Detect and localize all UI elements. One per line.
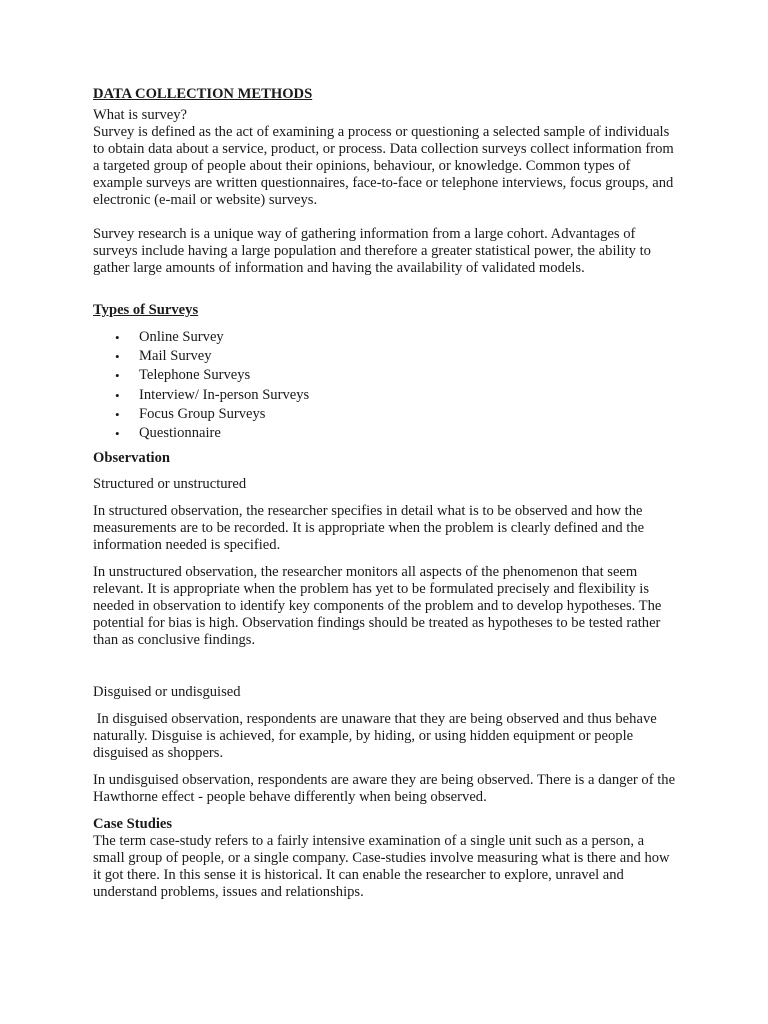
list-item-label: Focus Group Surveys xyxy=(139,405,266,422)
types-heading: Types of Surveys xyxy=(93,302,199,318)
list-item xyxy=(93,366,678,385)
structured-paragraph: In structured observation, the researcher specifies in detail what is to be observed and how the measurements are to be recorded. It is appropriate when the problem is clearly defined and the information needed is specified. xyxy=(93,503,645,554)
bullet-icon: • xyxy=(115,368,120,384)
list-item-label: Telephone Surveys xyxy=(139,367,251,384)
list-item-label: Online Survey xyxy=(139,329,224,345)
intro-question: What is survey? xyxy=(93,107,188,123)
list-item xyxy=(93,405,678,424)
case-studies-heading: Case Studies xyxy=(93,816,173,833)
bullet-icon: • xyxy=(115,387,120,403)
list-item xyxy=(93,424,678,443)
bullet-icon: • xyxy=(115,330,120,345)
undisguised-paragraph: In undisguised observation, respondents are aware they are being observed. There is a danger of the Hawthorne effect - people behave differently when being observed. xyxy=(93,772,676,806)
list-item-label: Mail Survey xyxy=(139,348,212,365)
bullet-icon: • xyxy=(115,349,120,365)
disguised-paragraph: In disguised observation, respondents are unaware that they are being observed and thus behave naturally. Disguise is achieved, for example, by hiding, or using hidden equipment or people disguised as shoppers. xyxy=(93,711,661,762)
case-studies-paragraph: The term case-study refers to a fairly intensive examination of a single unit such as a person, a small group of people, or a single company. Case-studies involve measuring what is there and how it got there. In this sense it is historical. It can enable the researcher to explore, unravel and understand problems, issues and relationships. xyxy=(93,833,670,901)
survey-types-list xyxy=(93,328,678,443)
disguised-subheading: Disguised or undisguised xyxy=(93,684,241,701)
unstructured-paragraph: In unstructured observation, the researcher monitors all aspects of the phenomenon that seem relevant. It is appropriate when the problem has yet to be formulated precisely and flexibility is needed in observation to identify key components of the problem and to develop hypotheses. The potential for bias is high. Observation findings should be treated as hypotheses to be tested rather than as conclusive findings. xyxy=(93,564,662,649)
observation-heading: Observation xyxy=(93,450,171,467)
document-title: DATA COLLECTION METHODS xyxy=(93,86,313,102)
bullet-icon: • xyxy=(115,426,120,442)
list-item-label: Questionnaire xyxy=(139,425,221,442)
structured-subheading: Structured or unstructured xyxy=(93,476,247,493)
bullet-icon: • xyxy=(115,406,120,422)
list-item-label: Interview/ In-person Surveys xyxy=(139,386,310,403)
intro-paragraph: Survey is defined as the act of examining a process or questioning a selected sample of individuals to obtain data about a service, product, or process. Data collection surveys collect information from a targeted group of people about their opinions, behaviour, or knowledge. Common types of example surveys are written questionnaires, face-to-face or telephone interviews, focus groups, and electronic (e-mail or website) surveys. xyxy=(93,124,674,208)
list-item xyxy=(93,328,678,347)
research-paragraph: Survey research is a unique way of gathering information from a large cohort. Advantages of surveys include having a large population and therefore a greater statistical power, the ability to gather large amounts of information and having the availability of validated models. xyxy=(93,226,651,276)
list-item xyxy=(93,386,678,405)
list-item xyxy=(93,347,678,366)
